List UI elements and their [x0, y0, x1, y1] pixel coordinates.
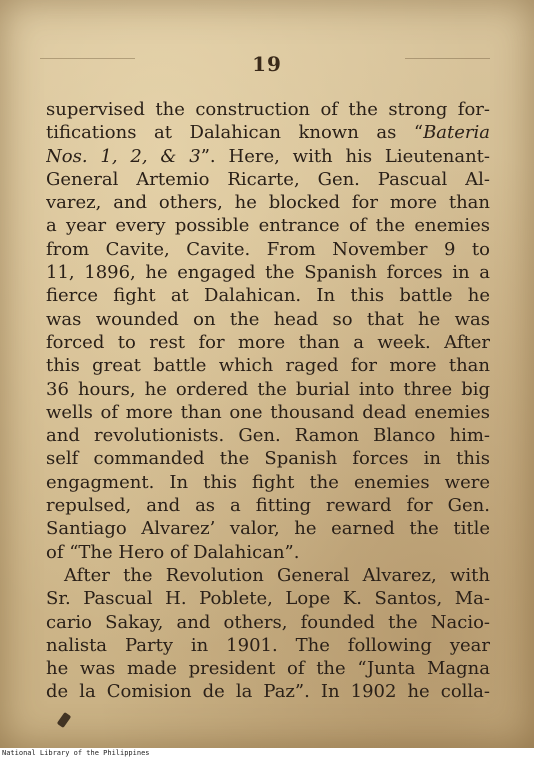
- text-line: self commanded the Spanish forces in this: [46, 448, 490, 470]
- text-line: Nos. 1, 2, & 3”. Here, with his Lieutenant-: [46, 145, 490, 167]
- text-line: de la Comision de la Paz”. In 1902 he colla-: [46, 681, 490, 703]
- text-line: fierce fight at Dalahican. In this battle he: [46, 285, 490, 307]
- text-line: from Cavite, Cavite. From November 9 to: [46, 238, 490, 260]
- text-line: Santiago Alvarez’ valor, he earned the title: [46, 518, 490, 540]
- text-line: varez, and others, he blocked for more than: [46, 192, 490, 214]
- text-line: cario Sakay, and others, founded the Nacio-: [46, 611, 490, 633]
- text-line: engagment. In this fight the enemies were: [46, 471, 490, 493]
- text-line: supervised the construction of the strong for-: [46, 99, 490, 120]
- text-line: tifications at Dalahican known as “Bateria: [46, 122, 490, 144]
- text-line: After the Revolution General Alvarez, with: [64, 564, 490, 586]
- text-line: 36 hours, he ordered the burial into three big: [46, 378, 490, 400]
- text-line: and revolutionists. Gen. Ramon Blanco him-: [46, 425, 490, 447]
- library-credit: National Library of the Philippines: [0, 748, 534, 758]
- text-line: wells of more than one thousand dead enemies: [46, 401, 490, 423]
- text-line: this great battle which raged for more than: [46, 355, 490, 377]
- text-line: of “The Hero of Dalahican”.: [46, 541, 300, 563]
- text-line: forced to rest for more than a week. After: [46, 331, 490, 353]
- text-line: 11, 1896, he engaged the Spanish forces in a: [46, 262, 490, 284]
- text-line: repulsed, and as a fitting reward for Gen.: [46, 495, 490, 517]
- body-text: [46, 98, 490, 704]
- text-line: he was made president of the “Junta Magna: [46, 658, 490, 680]
- text-line: a year every possible entrance of the enemies: [46, 215, 490, 237]
- text-line: Sr. Pascual H. Poblete, Lope K. Santos, Ma-: [46, 588, 490, 610]
- page-number: 19: [252, 52, 282, 76]
- text-line: nalista Party in 1901. The following year: [46, 634, 490, 656]
- ink-mark: [57, 712, 72, 728]
- text-line: General Artemio Ricarte, Gen. Pascual Al-: [46, 168, 490, 190]
- text-line: was wounded on the head so that he was: [46, 308, 490, 330]
